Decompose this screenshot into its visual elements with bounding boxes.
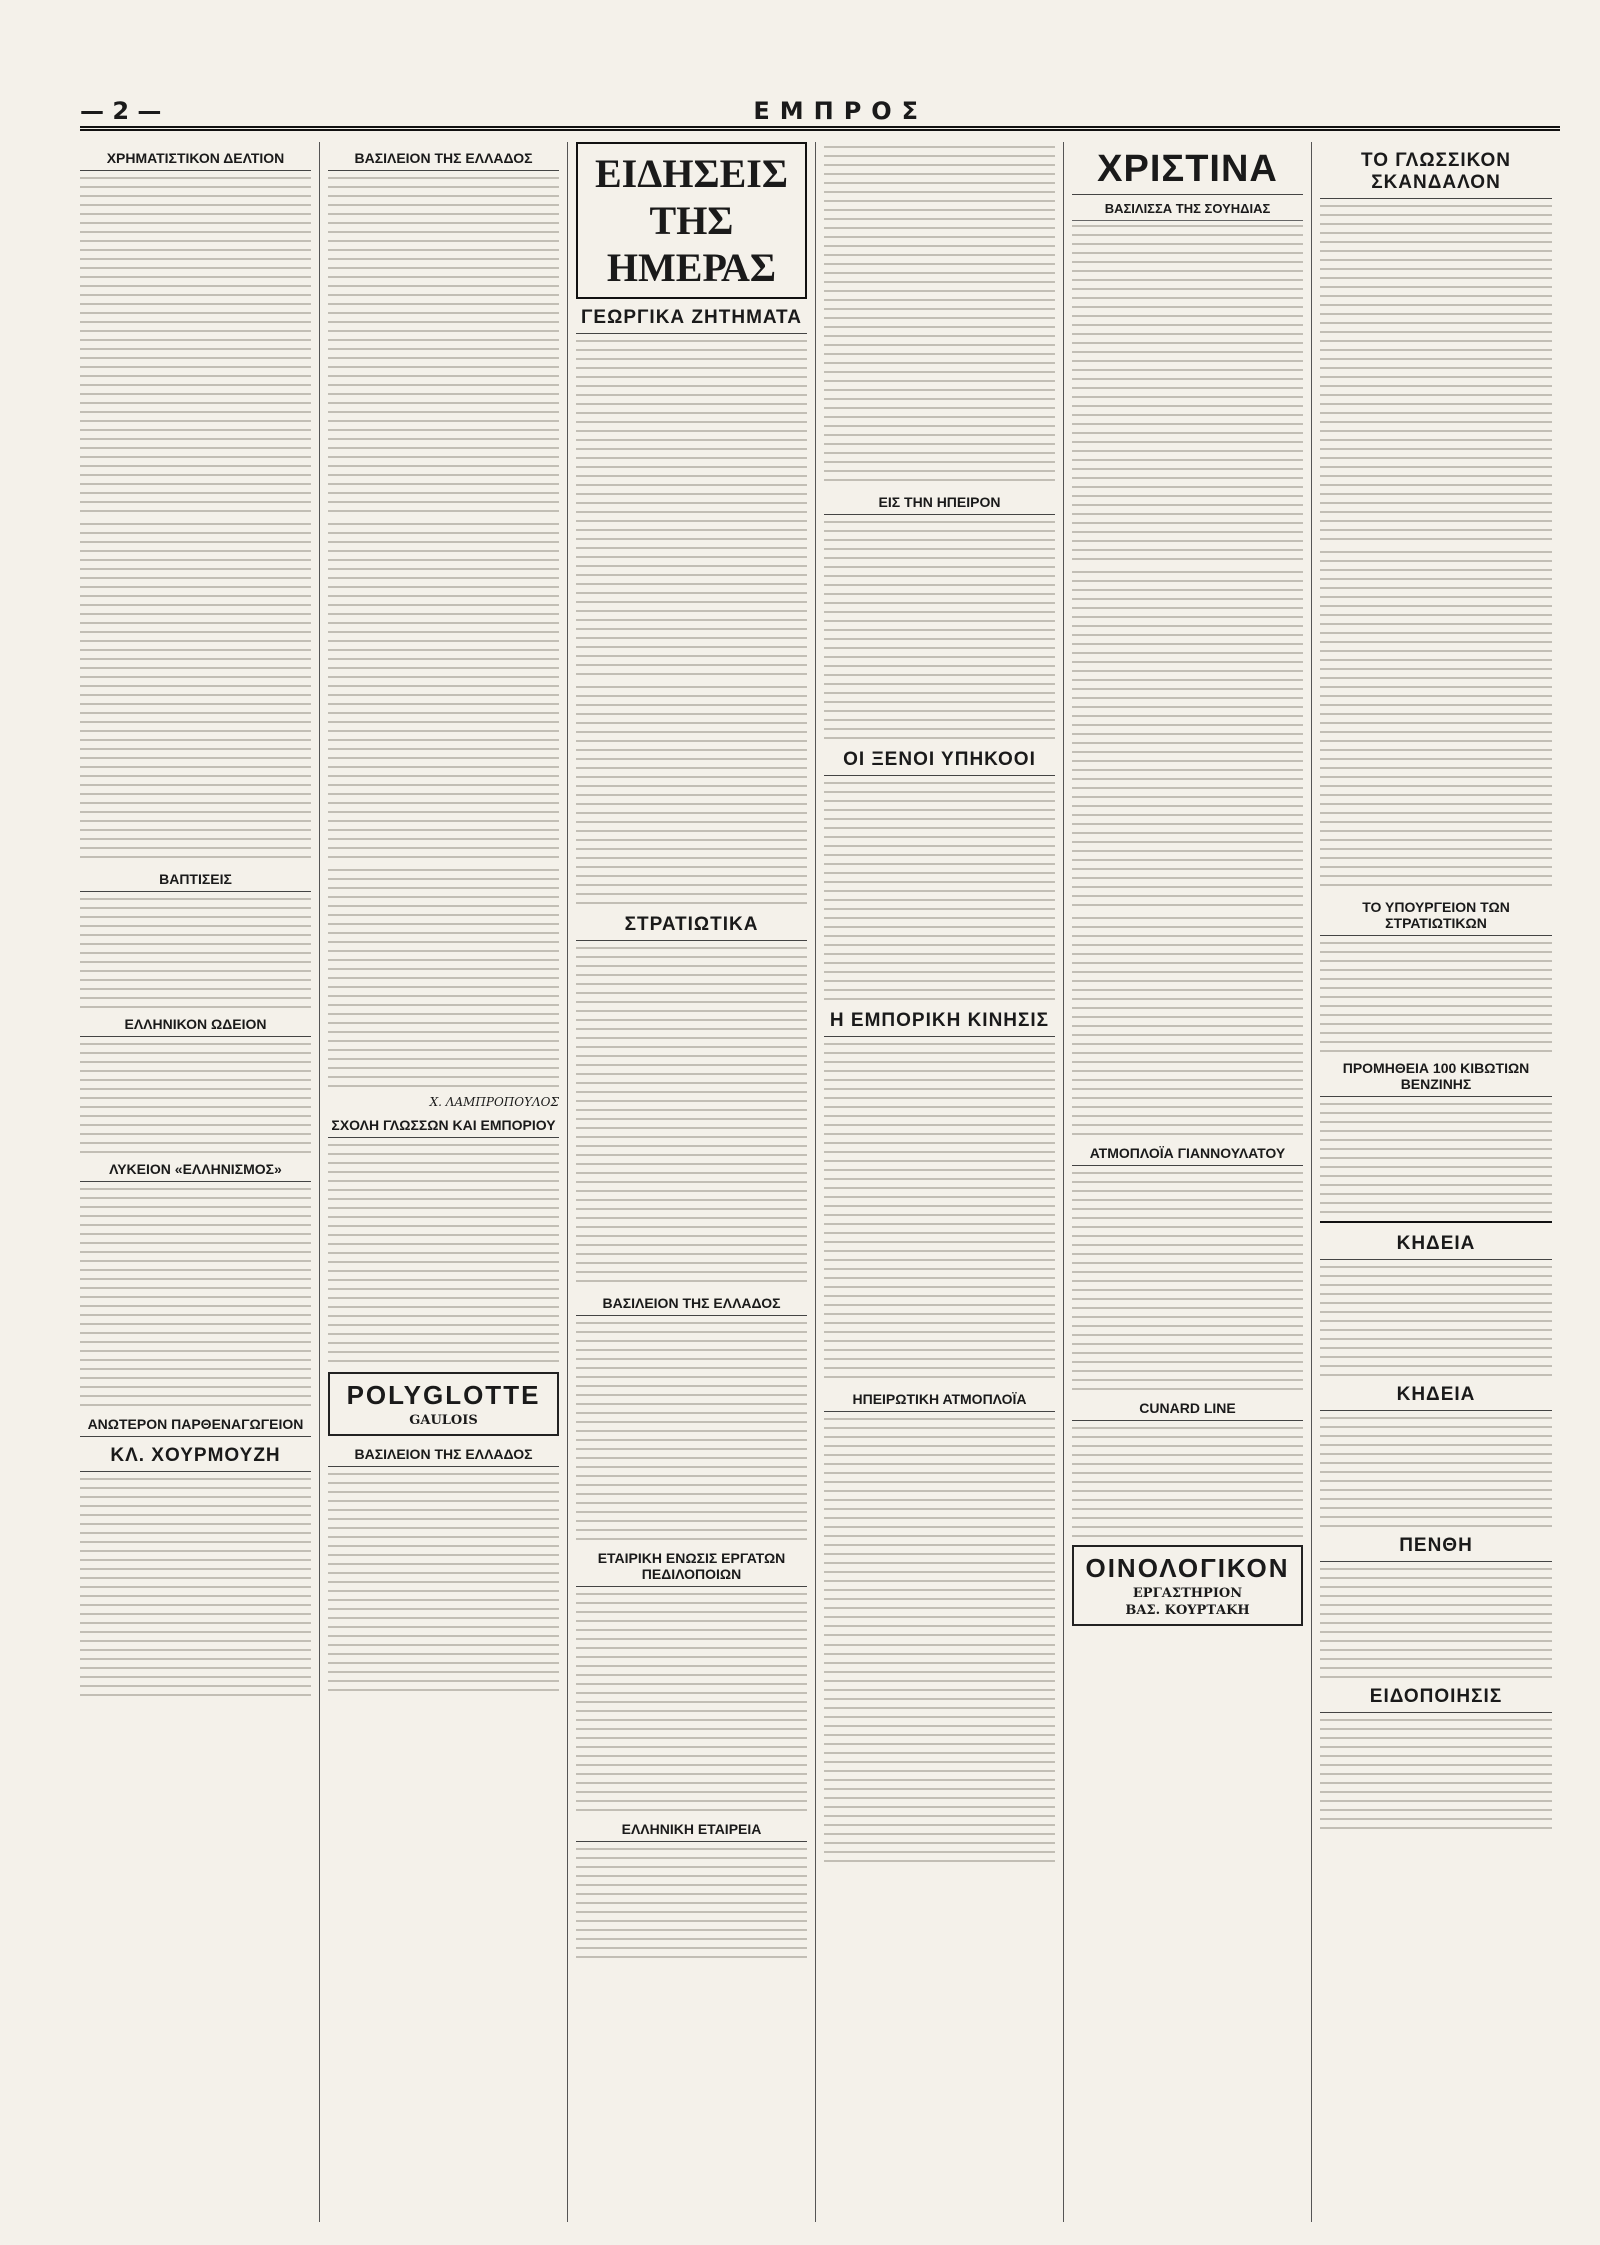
newspaper-name: ΕΜΠΡΟΣ <box>753 97 929 125</box>
article-body <box>1320 1417 1552 1527</box>
ad-box <box>328 1372 559 1436</box>
article-heading: ΚΗΔΕΙΑ <box>1320 1231 1552 1260</box>
article-heading: ΣΤΡΑΤΙΩΤΙΚΑ <box>576 912 807 941</box>
article-heading: ΕΙΔΟΠΟΙΗΣΙΣ <box>1320 1684 1552 1713</box>
page-number: — 2 — <box>80 97 162 125</box>
article-body <box>80 1478 311 1698</box>
article-heading: ΕΛΛΗΝΙΚΟΝ ΩΔΕΙΟΝ <box>80 1014 311 1037</box>
divider <box>1320 1221 1552 1223</box>
article-heading: ΕΛΛΗΝΙΚΗ ΕΤΑΙΡΕΙΑ <box>576 1819 807 1842</box>
feature-title: ΧΡΙΣΤΙΝΑ <box>1072 148 1303 195</box>
article-body <box>80 1043 311 1153</box>
article-body <box>1072 571 1303 911</box>
article-body <box>576 340 807 680</box>
article-heading: ΑΝΩΤΕΡΟΝ ΠΑΡΘΕΝΑΓΩΓΕΙΟΝ <box>80 1414 311 1437</box>
article-body <box>80 898 311 1008</box>
article-body <box>1072 225 1303 565</box>
signature: Χ. ΛΑΜΠΡΟΠΟΥΛΟΣ <box>429 1095 559 1109</box>
article-body <box>576 947 807 1287</box>
article-body <box>328 177 559 517</box>
article-heading: ΤΟ ΓΛΩΣΣΙΚΟΝ ΣΚΑΝΔΑΛΟΝ <box>1320 148 1552 199</box>
article-body <box>1072 1172 1303 1392</box>
article-heading: ΛΥΚΕΙΟΝ «ΕΛΛΗΝΙΣΜΟΣ» <box>80 1159 311 1182</box>
article-heading: ΒΑΠΤΙΣΕΙΣ <box>80 869 311 892</box>
article-body <box>1072 917 1303 1137</box>
article-heading: CUNARD LINE <box>1072 1398 1303 1421</box>
article-heading: ΕΙΣ ΤΗΝ ΗΠΕΙΡΟΝ <box>824 492 1055 515</box>
column-3 <box>576 142 816 2222</box>
section-banner: ΕΙΔΗΣΕΙΣ ΤΗΣ ΗΜΕΡΑΣ <box>576 142 807 299</box>
article-heading: ΑΤΜΟΠΛΟΪΑ ΓΙΑΝΝΟΥΛΑΤΟΥ <box>1072 1143 1303 1166</box>
article-heading: ΒΑΣΙΛΕΙΟΝ ΤΗΣ ΕΛΛΑΔΟΣ <box>328 148 559 171</box>
article-body <box>576 1322 807 1542</box>
article-body <box>824 1043 1055 1383</box>
article-heading: ΤΟ ΥΠΟΥΡΓΕΙΟΝ ΤΩΝ ΣΤΡΑΤΙΩΤΙΚΩΝ <box>1320 897 1552 936</box>
article-body <box>328 1473 559 1693</box>
article-body <box>328 869 559 1089</box>
ad-line: ΒΑΣ. ΚΟΥΡΤΑΚΗ <box>1125 1602 1250 1618</box>
ad-subtitle: GAULOIS <box>409 1413 478 1428</box>
column-4 <box>824 142 1064 2222</box>
article-body <box>1320 1568 1552 1678</box>
feature-subtitle: ΒΑΣΙΛΙΣΣΑ ΤΗΣ ΣΟΥΗΔΙΑΣ <box>1072 201 1303 221</box>
article-body <box>824 521 1055 741</box>
article-body <box>80 177 311 517</box>
article-body <box>1072 1427 1303 1537</box>
column-6 <box>1320 142 1560 2222</box>
article-heading: ΒΑΣΙΛΕΙΟΝ ΤΗΣ ΕΛΛΑΔΟΣ <box>576 1293 807 1316</box>
article-heading: ΠΕΝΘΗ <box>1320 1533 1552 1562</box>
column-1 <box>80 142 320 2222</box>
article-body <box>1320 1103 1552 1213</box>
article-heading: ΚΗΔΕΙΑ <box>1320 1382 1552 1411</box>
article-body <box>1320 1719 1552 1829</box>
ad-box <box>1072 1545 1303 1626</box>
article-heading: ΧΡΗΜΑΤΙΣΤΙΚΟΝ ΔΕΛΤΙΟΝ <box>80 148 311 171</box>
article-body <box>824 1418 1055 1638</box>
article-body <box>1320 1266 1552 1376</box>
article-body <box>80 1188 311 1408</box>
article-body <box>824 1644 1055 1864</box>
price-list <box>328 523 559 863</box>
article-heading: Η ΕΜΠΟΡΙΚΗ ΚΙΝΗΣΙΣ <box>824 1008 1055 1037</box>
article-body <box>328 1144 559 1364</box>
article-body <box>576 1593 807 1813</box>
masthead <box>80 96 1560 131</box>
article-body <box>576 686 807 906</box>
column-5 <box>1072 142 1312 2222</box>
ad-title: ΟΙΝΟΛΟΓΙΚΟΝ <box>1085 1552 1290 1583</box>
article-body <box>576 1848 807 1958</box>
article-body <box>824 146 1055 486</box>
ad-title: POLYGLOTTE <box>346 1380 541 1410</box>
article-heading: ΒΑΣΙΛΕΙΟΝ ΤΗΣ ΕΛΛΑΔΟΣ <box>328 1444 559 1467</box>
article-body <box>1320 205 1552 545</box>
article-heading: ΠΡΟΜΗΘΕΙΑ 100 ΚΙΒΩΤΙΩΝ ΒΕΝΖΙΝΗΣ <box>1320 1058 1552 1097</box>
article-body <box>824 782 1055 1002</box>
article-heading: ΗΠΕΙΡΩΤΙΚΗ ΑΤΜΟΠΛΟΪΑ <box>824 1389 1055 1412</box>
article-heading: ΣΧΟΛΗ ΓΛΩΣΣΩΝ ΚΑΙ ΕΜΠΟΡΙΟΥ <box>328 1115 559 1138</box>
ad-line: ΕΡΓΑΣΤΗΡΙΟΝ <box>1132 1585 1243 1601</box>
article-body <box>1320 942 1552 1052</box>
article-body <box>1320 551 1552 891</box>
article-heading: ΟΙ ΞΕΝΟΙ ΥΠΗΚΟΟΙ <box>824 747 1055 776</box>
article-body <box>80 523 311 863</box>
ad-name: ΚΛ. ΧΟΥΡΜΟΥΖΗ <box>80 1443 311 1472</box>
article-heading: ΓΕΩΡΓΙΚΑ ΖΗΤΗΜΑΤΑ <box>576 305 807 334</box>
column-2 <box>328 142 568 2222</box>
columns <box>80 142 1560 2222</box>
article-heading: ΕΤΑΙΡΙΚΗ ΕΝΩΣΙΣ ΕΡΓΑΤΩΝ ΠΕΔΙΛΟΠΟΙΩΝ <box>576 1548 807 1587</box>
